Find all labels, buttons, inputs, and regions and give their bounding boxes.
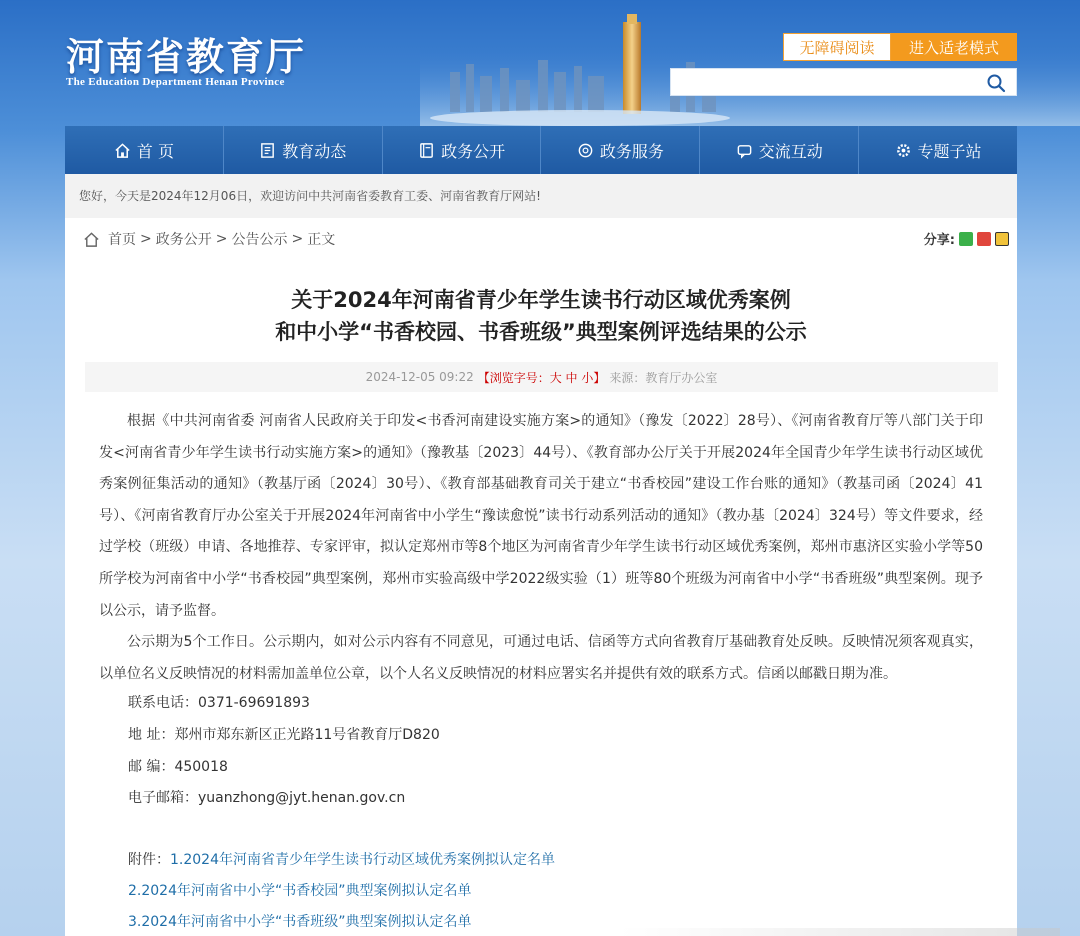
contact-zip: 邮 编：450018 [128,759,228,775]
attachment-link-3[interactable]: 3.2024年河南省中小学“书香班级”典型案例拟认定名单 [128,914,472,930]
site-logo-title[interactable]: 河南省教育厅 [66,34,307,79]
article-body [99,406,983,690]
nav-item-label: 首 页 [136,141,174,161]
attachment-label: 附件： [128,852,170,868]
nav-item-home[interactable] [65,126,224,174]
breadcrumb-separator: > [215,231,228,247]
wechat-share-icon[interactable] [959,232,973,246]
breadcrumb-separator: > [291,231,304,247]
breadcrumb-home-link[interactable]: 首页 [108,232,136,248]
search-input[interactable] [670,68,1017,96]
gear-icon [895,142,912,159]
nav-item-special-sites[interactable] [859,126,1017,174]
breadcrumb-government-affairs-link[interactable]: 政务公开 [155,232,212,248]
watermark-overlay [620,928,1060,936]
home-icon [83,231,100,248]
font-size-selector[interactable]: 【浏览字号：大 中 小】 [477,370,606,385]
nav-item-government-services[interactable] [541,126,700,174]
home-icon [114,142,131,159]
breadcrumb-separator: > [140,231,152,247]
content-panel [65,174,1017,936]
article-date: 2024-12-05 09:22 [365,370,474,384]
nav-item-label: 交流互动 [758,141,823,161]
article-meta [85,362,998,392]
attachment-row-1 [128,849,555,869]
breadcrumb [83,229,335,249]
article-source: 来源：教育厅办公室 [609,370,718,385]
article-title-line1: 关于2024年河南省青少年学生读书行动区域优秀案例 [291,288,791,312]
article-title [65,284,1017,348]
share-label: 分享: [923,233,955,248]
qq-share-icon[interactable] [995,232,1009,246]
welcome-bar: 您好，今天是2024年12月06日，欢迎访问中共河南省委教育工委、河南省教育厅网站! [65,174,1017,218]
breadcrumb-announcements-link[interactable]: 公告公示 [231,232,288,248]
elderly-mode-button[interactable]: 进入适老模式 [891,33,1017,61]
nav-item-education-news[interactable] [224,126,383,174]
contact-email: 电子邮箱：yuanzhong@jyt.henan.gov.cn [128,790,406,806]
weibo-share-icon[interactable] [977,232,991,246]
main-nav [65,126,1017,174]
contact-address: 地 址：郑州市郑东新区正光路11号省教育厅D820 [128,727,440,743]
article-title-line2: 和中小学“书香校园、书香班级”典型案例评选结果的公示 [275,320,807,344]
attachment-row-3 [128,911,472,931]
article-paragraph-1: 根据《中共河南省委 河南省人民政府关于印发<书香河南建设实施方案>的通知》（豫发〔2022〕28号）、《河南省教育厅等八部门关于印发<河南省青少年学生读书行动实施方案>的通知》（豫教基〔2023〕44号）、《教育部办公厅关于开展2024年全国青少年学生读书行动区域优秀案例征集活动的通知》（教基厅函〔2024〕30号）、《教育部基础教育司关于建立“书香校园”建设工作台账的通知》（教基司函〔2024〕41号）、《河南省教育厅办公室关于开展2024年河南省中小学生“豫读愈悦”读书行动系列活动的通知》（教办基〔2024〕324号）等文件要求，经过学校（班级）申请、各地推荐、专家评审，拟认定郑州市等8个地区为河南省青少年学生读书行动区域优秀案例，郑州市惠济区实验小学等50所学校为河南省中小学“书香校园”典型案例，郑州市实验高级中学2022级实验（1）班等80个班级为河南省中小学“书香班级”典型案例。现予以公示，请予监督。 [99,413,983,619]
chat-icon [736,142,753,159]
accessibility-reading-button[interactable]: 无障碍阅读 [783,33,891,61]
news-icon [259,142,276,159]
breadcrumb-current: 正文 [307,232,336,248]
attachment-row-2 [128,880,472,900]
nav-item-label: 政务公开 [441,141,506,161]
contact-phone: 联系电话：0371-69691893 [128,695,310,711]
attachment-link-1[interactable]: 1.2024年河南省青少年学生读书行动区域优秀案例拟认定名单 [170,852,555,868]
service-icon [577,142,594,159]
share-bar [924,229,1009,248]
site-header [0,0,1080,126]
nav-item-label: 政务服务 [599,141,664,161]
nav-item-label: 教育动态 [282,141,347,161]
nav-item-interaction[interactable] [700,126,859,174]
nav-item-label: 专题子站 [917,141,982,161]
nav-item-government-affairs[interactable] [383,126,542,174]
article-paragraph-2: 公示期为5个工作日。公示期内，如对公示内容有不同意见，可通过电话、信函等方式向省教育厅基础教育处反映。反映情况须客观真实，以单位名义反映情况的材料需加盖单位公章，以个人名义反映情况的材料应署实名并提供有效的联系方式。信函以邮戳日期为准。 [99,634,983,682]
search-icon[interactable] [986,73,1006,93]
attachment-link-2[interactable]: 2.2024年河南省中小学“书香校园”典型案例拟认定名单 [128,883,472,899]
site-logo-subtitle: The Education Department Henan Province [66,76,285,88]
book-icon [418,142,435,159]
